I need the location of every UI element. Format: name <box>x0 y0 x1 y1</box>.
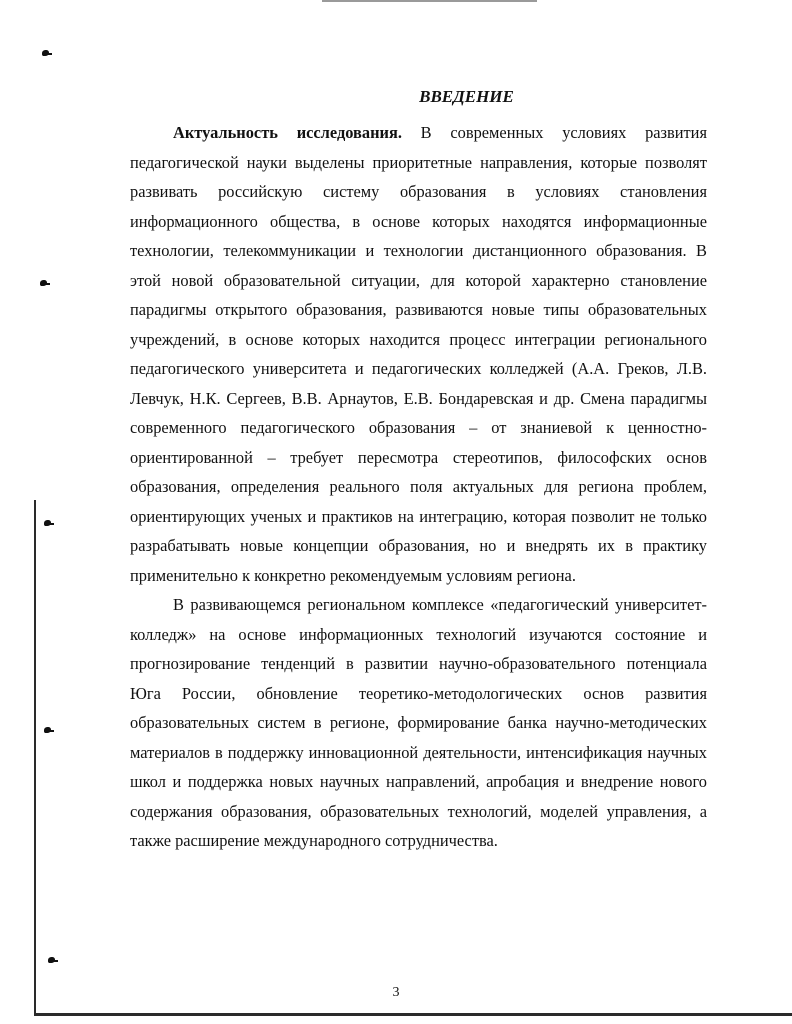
binding-hole-mark <box>44 727 51 733</box>
paragraph-lead: Актуальность исследования. <box>173 123 402 142</box>
paragraph-relevance <box>130 118 707 590</box>
binding-hole-mark <box>40 280 47 286</box>
page-title: ВВЕДЕНИЕ <box>419 87 514 106</box>
binding-hole-mark <box>48 957 55 963</box>
scan-edge-bottom <box>34 1013 792 1016</box>
scan-edge-top <box>322 0 537 2</box>
paragraph-text: В развивающемся региональном комплексе «педагогический университет-колледж» на основе информационных технологий изучаются состояние и прогнозирование тенденций в развитии научно-образовательного потенциала Юга России, обновление теоретико-методологических основ развития образовательных систем в регионе, формирование банка научно-методических материалов в поддержку инновационной деятельности, интенсификация научных школ и поддержка новых научных направлений, апробация и внедрение нового содержания образования, образовательных технологий, моделей управления, а также расширение международного сотрудничества. <box>130 595 707 850</box>
binding-hole-mark <box>44 520 51 526</box>
binding-hole-mark <box>42 50 49 56</box>
page-number: 3 <box>392 985 400 1000</box>
paragraph-text: В современных условиях развития педагогической науки выделены приоритетные направления, которые позволят развивать российскую систему образования в условиях становления информационного общества, в основе которых находятся информационные технологии, телекоммуникации и технологии дистанционного образования. В этой новой образовательной ситуации, для которой характерно становление парадигмы открытого образования, развиваются новые типы образовательных учреждений, в основе которых находится процесс интеграции регионального педагогического университета и педагогических колледжей (А.А. Греков, Л.В. Левчук, Н.К. Сергеев, В.В. Арнаутов, Е.В. Бондаревская и др. Смена парадигмы современного педагогического образования – от знаниевой к ценностно-ориентированной – требует пересмотра стереотипов, философских основ образования, определения реального поля актуальных для региона проблем, ориентирующих ученых и практиков на интеграцию, которая позволит не только разрабатывать новые концепции образования, но и внедрять их в практику применительно к конкретно рекомендуемым условиям региона. <box>130 123 707 585</box>
document-page <box>130 84 707 856</box>
scan-edge-left <box>34 500 36 1015</box>
paragraph-complex <box>130 590 707 856</box>
